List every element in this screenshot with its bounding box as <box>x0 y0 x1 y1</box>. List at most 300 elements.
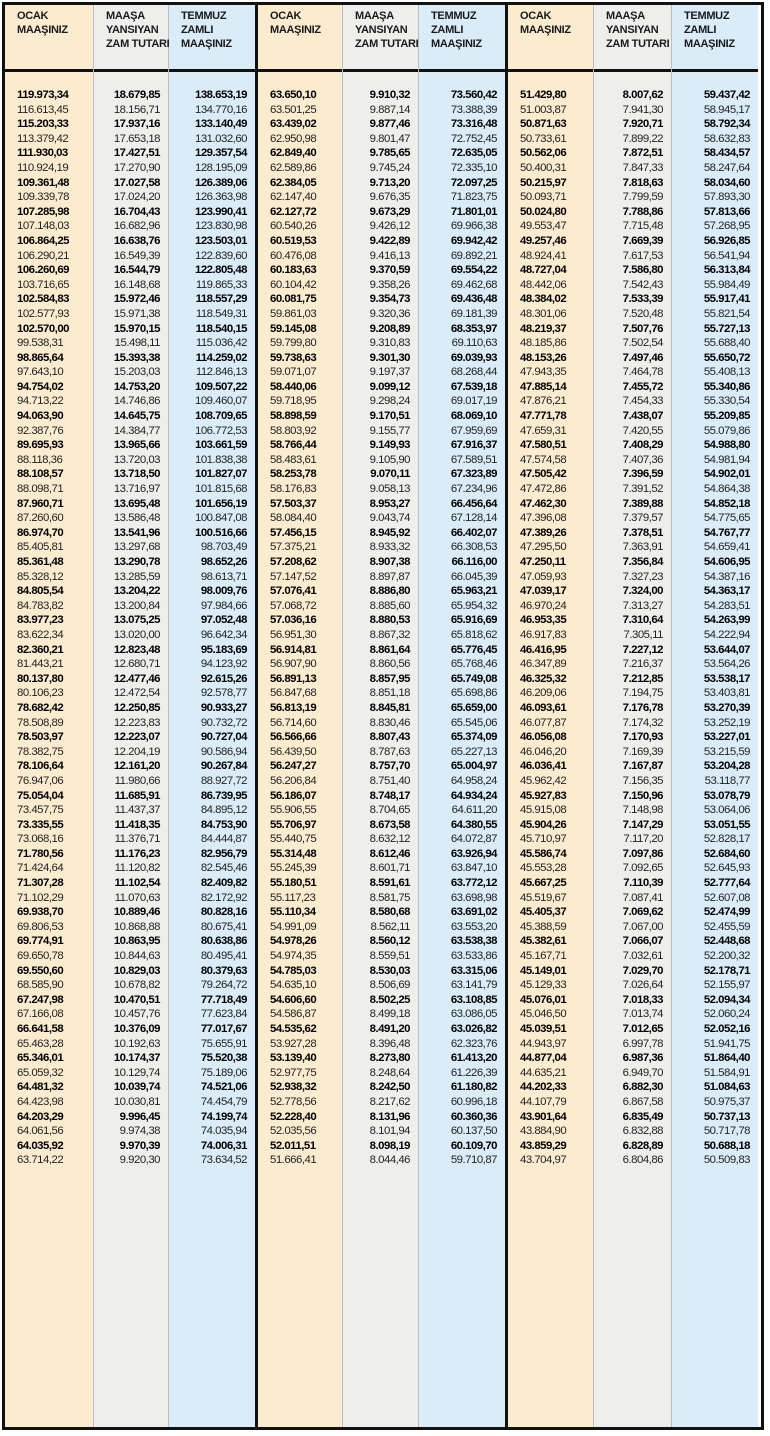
temmuz-value: 54.767,77 <box>703 526 750 539</box>
temmuz-value: 101.815,68 <box>194 483 247 496</box>
zam-value: 7.087,41 <box>622 891 663 904</box>
zam-value: 8.673,58 <box>369 818 410 831</box>
ocak-value: 43.884,90 <box>520 1125 567 1138</box>
ocak-value: 60.519,53 <box>270 234 317 247</box>
ocak-value: 55.706,97 <box>270 818 317 831</box>
temmuz-value: 57.813,66 <box>703 205 750 218</box>
ocak-value: 47.885,14 <box>520 380 567 393</box>
zam-value: 13.290,78 <box>113 556 160 568</box>
zam-value: 10.844,63 <box>113 950 160 963</box>
zam-value: 7.026,64 <box>622 979 663 992</box>
ocak-value: 50.871,63 <box>520 118 567 131</box>
zam-value: 6.949,70 <box>622 1066 663 1079</box>
ocak-value: 44.943,97 <box>520 1037 567 1050</box>
zam-value: 8.757,70 <box>369 760 410 773</box>
zam-value: 7.324,00 <box>622 585 663 598</box>
ocak-value: 46.093,61 <box>520 701 567 714</box>
ocak-value: 71.424,64 <box>17 862 64 875</box>
ocak-value: 56.813,19 <box>270 701 317 714</box>
ocak-value: 48.153,26 <box>520 351 567 364</box>
ocak-value: 113.379,42 <box>17 132 69 145</box>
temmuz-value: 100.516,66 <box>194 526 247 539</box>
ocak-header: OCAK MAAŞINIZ <box>270 10 321 36</box>
zam-value: 7.715,48 <box>622 220 663 233</box>
zam-header: MAAŞA YANSIYAN ZAM TUTARI <box>606 10 670 50</box>
ocak-value: 67.166,08 <box>17 1008 64 1021</box>
temmuz-value: 64.380,55 <box>450 818 497 831</box>
ocak-value: 78.503,97 <box>17 731 64 744</box>
temmuz-value: 74.454,79 <box>200 1095 247 1108</box>
temmuz-value: 58.792,34 <box>703 118 750 131</box>
ocak-value: 46.036,41 <box>520 760 567 773</box>
ocak-value: 57.068,72 <box>270 599 317 612</box>
temmuz-value: 90.933,27 <box>200 701 247 714</box>
zam-value: 13.285,59 <box>113 570 160 583</box>
temmuz-value: 51.941,75 <box>703 1037 750 1050</box>
ocak-value: 46.970,24 <box>520 599 567 612</box>
temmuz-value: 63.691,02 <box>450 906 497 919</box>
zam-value: 7.227,12 <box>622 643 663 656</box>
zam-value: 8.632,12 <box>369 833 410 846</box>
ocak-value: 50.024,80 <box>520 205 567 218</box>
ocak-value: 58.483,61 <box>270 453 317 466</box>
ocak-value: 47.580,51 <box>520 439 567 452</box>
temmuz-value: 118.557,29 <box>195 293 247 306</box>
zam-value: 10.863,95 <box>113 935 160 948</box>
ocak-value: 51.429,80 <box>520 89 567 101</box>
ocak-value: 94.063,90 <box>17 410 64 423</box>
zam-value: 8.506,69 <box>369 979 410 992</box>
ocak-column <box>5 5 93 1427</box>
ocak-value: 69.806,53 <box>17 920 64 933</box>
ocak-value: 64.061,56 <box>17 1125 64 1138</box>
temmuz-value: 123.503,01 <box>194 234 247 247</box>
zam-value: 7.067,00 <box>622 920 663 933</box>
ocak-value: 52.011,51 <box>270 1139 316 1152</box>
temmuz-value: 69.181,39 <box>450 307 497 320</box>
ocak-value: 62.950,98 <box>270 132 317 145</box>
zam-value: 10.678,82 <box>113 979 160 992</box>
ocak-value: 64.035,92 <box>17 1139 64 1152</box>
zam-value: 11.376,71 <box>114 833 160 846</box>
zam-value: 8.502,25 <box>369 993 410 1006</box>
temmuz-value: 52.094,34 <box>703 993 750 1006</box>
temmuz-value: 75.189,06 <box>200 1066 247 1079</box>
ocak-value: 56.847,68 <box>270 687 317 700</box>
zam-value: 8.580,68 <box>369 906 410 919</box>
ocak-value: 46.953,35 <box>520 614 567 627</box>
temmuz-value: 106.772,53 <box>194 424 247 437</box>
zam-value: 9.785,65 <box>369 147 410 160</box>
ocak-value: 47.876,21 <box>520 395 567 408</box>
table-section-3 <box>505 5 758 1427</box>
zam-value: 12.223,83 <box>113 716 160 729</box>
ocak-value: 65.059,32 <box>17 1066 64 1079</box>
ocak-value: 97.643,10 <box>17 366 64 379</box>
temmuz-value: 50.737,13 <box>703 1110 750 1123</box>
zam-value: 8.845,81 <box>369 701 410 714</box>
ocak-value: 50.093,71 <box>520 191 567 204</box>
ocak-value: 49.257,46 <box>520 234 567 247</box>
zam-value: 9.877,46 <box>369 118 410 131</box>
ocak-value: 65.346,01 <box>17 1052 64 1065</box>
temmuz-value: 64.072,87 <box>450 833 497 846</box>
temmuz-value: 63.533,86 <box>450 950 497 963</box>
zam-value: 8.098,19 <box>369 1139 410 1152</box>
zam-value: 7.799,59 <box>622 191 663 204</box>
ocak-value: 119.973,34 <box>17 89 69 101</box>
temmuz-value: 61.226,39 <box>450 1066 497 1079</box>
zam-value: 13.965,66 <box>113 439 160 452</box>
zam-value: 7.389,88 <box>622 497 663 510</box>
temmuz-value: 138.653,19 <box>194 89 247 101</box>
ocak-value: 83.622,34 <box>17 628 64 641</box>
zam-value: 10.030,81 <box>113 1095 160 1108</box>
zam-value: 7.327,23 <box>622 570 663 583</box>
zam-value: 18.679,85 <box>113 89 160 101</box>
ocak-value: 56.907,90 <box>270 658 317 671</box>
ocak-value: 92.387,76 <box>17 424 64 437</box>
ocak-value: 68.585,90 <box>17 979 64 992</box>
ocak-value: 85.405,81 <box>17 541 64 554</box>
temmuz-value: 51.864,40 <box>703 1052 750 1065</box>
temmuz-value: 60.360,36 <box>450 1110 497 1123</box>
zam-value: 12.472,54 <box>113 687 160 700</box>
zam-value: 16.638,76 <box>113 234 160 247</box>
zam-value: 13.541,96 <box>113 526 160 539</box>
ocak-value: 85.328,12 <box>17 570 64 583</box>
zam-column <box>93 5 169 1427</box>
zam-header: MAAŞA YANSIYAN ZAM TUTARI <box>106 10 170 50</box>
ocak-value: 48.301,06 <box>520 307 567 320</box>
zam-value: 7.669,39 <box>622 234 663 247</box>
temmuz-value: 55.821,54 <box>703 307 750 320</box>
ocak-value: 84.805,54 <box>17 585 64 598</box>
zam-value: 12.223,07 <box>113 731 160 744</box>
zam-value: 8.491,20 <box>369 1023 410 1035</box>
temmuz-value: 119.865,33 <box>195 278 247 291</box>
zam-value: 8.601,71 <box>369 862 410 875</box>
zam-value: 7.069,62 <box>622 906 663 919</box>
zam-value: 14.746,86 <box>113 395 160 408</box>
ocak-value: 47.039,17 <box>520 585 567 598</box>
temmuz-value: 66.116,00 <box>451 556 497 568</box>
zam-value: 6.804,86 <box>622 1154 663 1167</box>
zam-value: 11.176,23 <box>114 847 160 860</box>
temmuz-value: 65.818,62 <box>450 628 497 641</box>
temmuz-value: 77.017,67 <box>200 1023 247 1035</box>
zam-value: 7.216,37 <box>622 658 663 671</box>
zam-value: 10.174,37 <box>113 1052 160 1065</box>
zam-value: 7.454,33 <box>622 395 663 408</box>
ocak-value: 57.208,62 <box>270 556 317 568</box>
ocak-value: 110.924,19 <box>17 161 69 174</box>
ocak-value: 46.209,06 <box>520 687 567 700</box>
ocak-value: 46.416,95 <box>520 643 567 656</box>
temmuz-value: 53.564,26 <box>703 658 750 671</box>
zam-value: 9.155,77 <box>369 424 410 437</box>
temmuz-column <box>419 5 505 1427</box>
zam-value: 17.427,51 <box>113 147 160 160</box>
temmuz-value: 55.984,49 <box>703 278 750 291</box>
temmuz-value: 73.560,42 <box>450 89 497 101</box>
zam-value: 6.867,58 <box>622 1095 663 1108</box>
temmuz-value: 65.374,09 <box>450 731 497 744</box>
zam-value: 13.720,03 <box>113 453 160 466</box>
ocak-value: 63.650,10 <box>270 89 317 101</box>
ocak-value: 94.713,22 <box>17 395 64 408</box>
zam-value: 7.310,64 <box>622 614 663 627</box>
temmuz-value: 80.379,63 <box>200 964 247 977</box>
ocak-value: 60.104,42 <box>270 278 317 291</box>
temmuz-value: 60.996,18 <box>450 1095 497 1108</box>
zam-value: 8.748,17 <box>369 789 410 802</box>
ocak-value: 60.540,26 <box>270 220 317 233</box>
ocak-value: 78.682,42 <box>17 701 64 714</box>
temmuz-value: 82.172,92 <box>200 891 247 904</box>
zam-value: 8.044,46 <box>369 1154 410 1167</box>
temmuz-value: 94.123,92 <box>200 658 247 671</box>
temmuz-value: 58.945,17 <box>703 103 750 116</box>
ocak-value: 57.375,21 <box>270 541 317 554</box>
temmuz-value: 74.035,94 <box>200 1125 247 1138</box>
zam-value: 16.544,79 <box>113 264 160 277</box>
zam-value: 7.305,11 <box>623 628 663 641</box>
temmuz-value: 65.004,97 <box>450 760 497 773</box>
zam-value: 8.787,63 <box>369 745 410 758</box>
ocak-value: 85.361,48 <box>17 556 64 568</box>
temmuz-value: 82.956,79 <box>200 847 247 860</box>
ocak-value: 53.927,28 <box>270 1037 317 1050</box>
temmuz-value: 54.864,38 <box>703 483 750 496</box>
zam-value: 7.029,70 <box>622 964 663 977</box>
temmuz-value: 54.902,01 <box>703 468 750 481</box>
zam-value: 13.695,48 <box>113 497 160 510</box>
temmuz-value: 123.830,98 <box>194 220 247 233</box>
ocak-value: 107.148,03 <box>17 220 70 233</box>
ocak-value: 84.783,82 <box>17 599 64 612</box>
zam-value: 7.533,39 <box>622 293 663 306</box>
ocak-value: 73.068,16 <box>17 833 64 846</box>
zam-value: 9.801,47 <box>369 132 410 145</box>
temmuz-value: 51.584,91 <box>703 1066 750 1079</box>
zam-value: 10.039,74 <box>113 1081 160 1094</box>
temmuz-value: 69.039,93 <box>450 351 497 364</box>
temmuz-value: 52.178,71 <box>703 964 750 977</box>
ocak-value: 88.118,36 <box>17 453 63 466</box>
zam-value: 7.110,39 <box>623 877 663 890</box>
ocak-value: 106.260,69 <box>17 264 70 277</box>
zam-value: 7.788,86 <box>622 205 663 218</box>
zam-value: 8.704,65 <box>369 804 410 817</box>
ocak-value: 45.167,71 <box>520 950 567 963</box>
zam-value: 8.530,03 <box>369 964 410 977</box>
zam-value: 9.713,20 <box>369 176 410 189</box>
ocak-value: 50.400,31 <box>520 161 567 174</box>
zam-value: 9.970,39 <box>119 1139 160 1152</box>
temmuz-value: 129.357,54 <box>194 147 247 160</box>
temmuz-value: 69.110,63 <box>451 337 497 350</box>
ocak-value: 44.107,79 <box>520 1095 567 1108</box>
temmuz-value: 54.222,94 <box>703 628 750 641</box>
temmuz-value: 53.538,17 <box>703 672 750 685</box>
zam-value: 16.148,68 <box>113 278 160 291</box>
temmuz-value: 84.444,87 <box>200 833 247 846</box>
zam-value: 18.156,71 <box>113 103 160 116</box>
zam-value: 7.092,65 <box>622 862 663 875</box>
zam-value: 8.499,18 <box>369 1008 410 1021</box>
ocak-value: 46.077,87 <box>520 716 567 729</box>
ocak-value: 76.947,06 <box>17 774 64 787</box>
temmuz-value: 53.051,55 <box>703 818 750 831</box>
temmuz-value: 84.895,12 <box>200 804 247 817</box>
zam-value: 9.149,93 <box>369 439 410 452</box>
temmuz-value: 53.078,79 <box>703 789 750 802</box>
temmuz-value: 80.495,41 <box>200 950 247 963</box>
temmuz-value: 80.828,16 <box>200 906 247 919</box>
ocak-value: 47.295,50 <box>520 541 567 554</box>
zam-value: 17.027,58 <box>113 176 160 189</box>
temmuz-value: 63.108,85 <box>450 993 497 1006</box>
zam-value: 10.129,74 <box>113 1066 160 1079</box>
temmuz-value: 67.539,18 <box>450 380 497 393</box>
temmuz-value: 57.893,30 <box>703 191 750 204</box>
ocak-value: 58.898,59 <box>270 410 317 423</box>
ocak-value: 48.442,06 <box>520 278 567 291</box>
ocak-value: 87.260,60 <box>17 512 64 525</box>
zam-value: 15.970,15 <box>113 322 160 335</box>
temmuz-value: 65.916,69 <box>450 614 497 627</box>
temmuz-value: 63.553,20 <box>450 920 497 933</box>
temmuz-value: 52.052,16 <box>703 1023 750 1035</box>
zam-value: 6.987,36 <box>622 1052 663 1065</box>
ocak-value: 50.733,61 <box>520 132 567 145</box>
ocak-value: 47.659,31 <box>520 424 567 437</box>
temmuz-value: 58.034,60 <box>703 176 750 189</box>
temmuz-value: 71.801,01 <box>450 205 497 218</box>
temmuz-value: 59.710,87 <box>450 1154 497 1167</box>
temmuz-value: 101.838,38 <box>194 453 247 466</box>
temmuz-value: 53.064,06 <box>703 804 750 817</box>
ocak-value: 55.117,23 <box>270 891 316 904</box>
temmuz-value: 67.234,96 <box>450 483 497 496</box>
zam-value: 7.497,46 <box>622 351 663 364</box>
ocak-value: 45.667,25 <box>520 877 567 890</box>
temmuz-value: 67.323,89 <box>450 468 497 481</box>
temmuz-value: 80.638,86 <box>200 935 247 948</box>
zam-value: 7.408,29 <box>622 439 663 452</box>
temmuz-header: TEMMUZ ZAMLI MAAŞINIZ <box>431 10 482 50</box>
ocak-value: 59.071,07 <box>270 366 317 379</box>
ocak-value: 69.550,60 <box>17 964 64 977</box>
ocak-value: 49.553,47 <box>520 220 567 233</box>
temmuz-value: 51.084,63 <box>703 1081 750 1094</box>
zam-value: 9.673,29 <box>369 205 410 218</box>
ocak-value: 45.149,01 <box>520 964 567 977</box>
ocak-value: 56.914,81 <box>270 643 317 656</box>
temmuz-value: 52.607,08 <box>703 891 750 904</box>
zam-value: 12.250,85 <box>113 701 160 714</box>
ocak-value: 56.566,66 <box>270 731 317 744</box>
zam-value: 15.971,38 <box>113 307 160 320</box>
zam-value: 7.586,80 <box>622 264 663 277</box>
zam-value: 16.704,43 <box>113 205 160 218</box>
temmuz-value: 67.589,51 <box>450 453 497 466</box>
ocak-value: 89.695,93 <box>17 439 64 452</box>
temmuz-value: 63.086,05 <box>450 1008 497 1021</box>
ocak-value: 57.503,37 <box>270 497 317 510</box>
ocak-value: 55.314,48 <box>270 847 317 860</box>
temmuz-value: 53.227,01 <box>703 731 750 744</box>
temmuz-value: 88.927,72 <box>200 774 247 787</box>
temmuz-value: 72.752,45 <box>450 132 497 145</box>
ocak-value: 52.778,56 <box>270 1095 317 1108</box>
zam-value: 10.457,76 <box>113 1008 160 1021</box>
zam-value: 7.148,98 <box>622 804 663 817</box>
ocak-value: 46.046,20 <box>520 745 567 758</box>
zam-value: 6.997,78 <box>622 1037 663 1050</box>
temmuz-value: 68.268,44 <box>450 366 497 379</box>
zam-value: 8.860,56 <box>369 658 410 671</box>
ocak-value: 57.036,16 <box>270 614 317 627</box>
temmuz-value: 97.052,48 <box>200 614 247 627</box>
temmuz-value: 67.128,14 <box>450 512 497 525</box>
ocak-value: 58.766,44 <box>270 439 317 452</box>
temmuz-value: 74.199,74 <box>200 1110 247 1123</box>
ocak-column <box>508 5 593 1427</box>
ocak-value: 58.440,06 <box>270 380 317 393</box>
temmuz-value: 72.635,05 <box>450 147 497 160</box>
zam-value: 10.889,46 <box>113 906 160 919</box>
ocak-value: 52.977,75 <box>270 1066 317 1079</box>
zam-value: 7.920,71 <box>622 118 663 131</box>
zam-value: 7.407,36 <box>622 453 663 466</box>
zam-value: 7.169,39 <box>622 745 663 758</box>
temmuz-value: 56.541,94 <box>703 249 750 262</box>
ocak-value: 103.716,65 <box>17 278 70 291</box>
ocak-value: 47.389,26 <box>520 526 567 539</box>
zam-header: MAAŞA YANSIYAN ZAM TUTARI <box>355 10 419 50</box>
temmuz-value: 58.632,83 <box>703 132 750 145</box>
temmuz-value: 67.916,37 <box>450 439 497 452</box>
temmuz-value: 53.215,59 <box>703 745 750 758</box>
temmuz-value: 55.079,86 <box>703 424 750 437</box>
ocak-value: 52.228,40 <box>270 1110 317 1123</box>
ocak-column <box>258 5 342 1427</box>
zam-value: 9.208,89 <box>369 322 410 335</box>
zam-value: 8.248,64 <box>369 1066 410 1079</box>
ocak-value: 60.081,75 <box>270 293 317 306</box>
zam-value: 7.542,43 <box>622 278 663 291</box>
temmuz-value: 66.045,39 <box>450 570 497 583</box>
zam-value: 8.562,11 <box>370 920 410 933</box>
zam-value: 12.477,46 <box>113 672 160 685</box>
temmuz-value: 90.732,72 <box>200 716 247 729</box>
ocak-value: 57.456,15 <box>270 526 317 539</box>
ocak-value: 64.423,98 <box>17 1095 64 1108</box>
zam-value: 8.396,48 <box>369 1037 410 1050</box>
temmuz-value: 66.308,53 <box>450 541 497 554</box>
zam-value: 9.676,35 <box>369 191 410 204</box>
ocak-value: 59.799,80 <box>270 337 317 350</box>
ocak-value: 75.054,04 <box>17 789 64 802</box>
temmuz-value: 86.739,95 <box>200 789 247 802</box>
temmuz-value: 84.753,90 <box>200 818 247 831</box>
ocak-value: 106.290,21 <box>17 249 70 262</box>
ocak-value: 51.666,41 <box>270 1154 317 1167</box>
temmuz-value: 60.109,70 <box>450 1139 497 1152</box>
ocak-value: 78.106,64 <box>17 760 64 773</box>
